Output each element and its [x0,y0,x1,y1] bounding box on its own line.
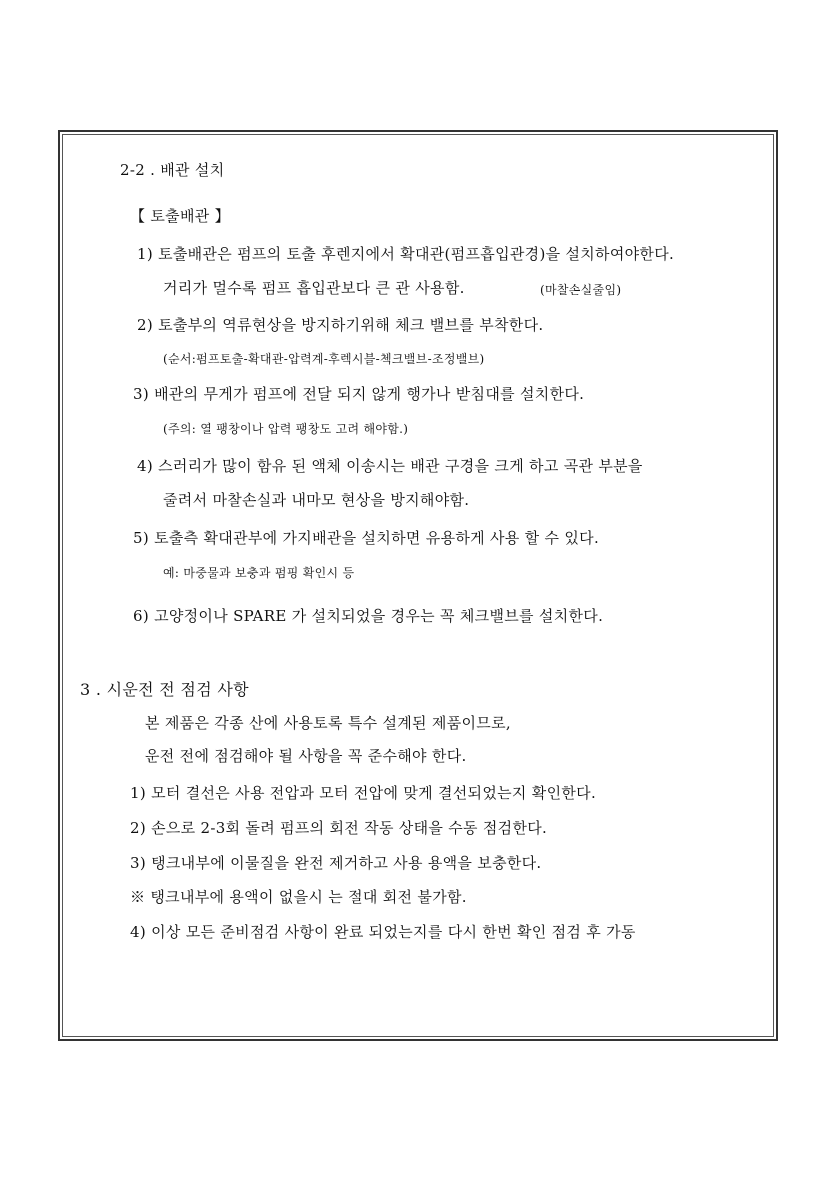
section-3-intro-line-1: 본 제품은 각종 산에 사용토록 특수 설계된 제품이므로, [145,714,511,732]
section-3-intro-line-2: 운전 전에 점검해야 될 사항을 꼭 준수해야 한다. [145,747,467,765]
item-3-line-1: 3) 배관의 무게가 펌프에 전달 되지 않게 행가나 받침대를 설치한다. [133,385,585,403]
item-2-line-1: 2) 토출부의 역류현상을 방지하기위해 체크 밸브를 부착한다. [137,316,544,334]
item-4-line-1: 4) 스러리가 많이 함유 된 액체 이송시는 배관 구경을 크게 하고 곡관 부분을 [137,457,643,475]
item-1-line-2: 거리가 멀수록 펌프 흡입관보다 큰 관 사용함. [163,279,465,297]
item-5-line-1: 5) 토출측 확대관부에 가지배관을 설치하면 유용하게 사용 할 수 있다. [133,529,600,547]
section-3-heading: 3 . 시운전 전 점검 사항 [80,680,249,699]
check-warning: ※ 탱크내부에 용액이 없을시 는 절대 회전 불가함. [130,888,467,906]
item-2-note: (순서:펌프토출-확대관-압력계-후렉시블-첵크밸브-조정밸브) [163,352,485,366]
check-item-4: 4) 이상 모든 준비점검 사항이 완료 되었는지를 다시 한번 확인 점검 후 가동 [130,923,636,941]
item-3-note: (주의: 열 팽창이나 압력 팽창도 고려 해야함.) [163,422,409,436]
item-4-line-2: 줄려서 마찰손실과 내마모 현상을 방지해야함. [163,491,470,509]
section-2-2-heading: 2-2 . 배관 설치 [120,161,225,179]
item-1-line-1: 1) 토출배관은 펌프의 토출 후렌지에서 확대관(펌프흡입관경)을 설치하여야한다. [137,245,675,263]
item-6-line-1: 6) 고양정이나 SPARE 가 설치되었을 경우는 꼭 체크밸브를 설치한다. [133,607,604,625]
discharge-pipe-subheading: 【 토출배관 】 [130,207,230,225]
item-5-note: 예: 마중물과 보충과 펌핑 확인시 등 [163,566,355,580]
check-item-1: 1) 모터 결선은 사용 전압과 모터 전압에 맞게 결선되었는지 확인한다. [130,784,597,802]
check-item-3: 3) 탱크내부에 이물질을 완전 제거하고 사용 용액을 보충한다. [130,854,542,872]
item-1-note: (마찰손실줄임) [540,283,622,297]
check-item-2: 2) 손으로 2-3회 돌려 펌프의 회전 작동 상태을 수동 점검한다. [130,819,548,837]
